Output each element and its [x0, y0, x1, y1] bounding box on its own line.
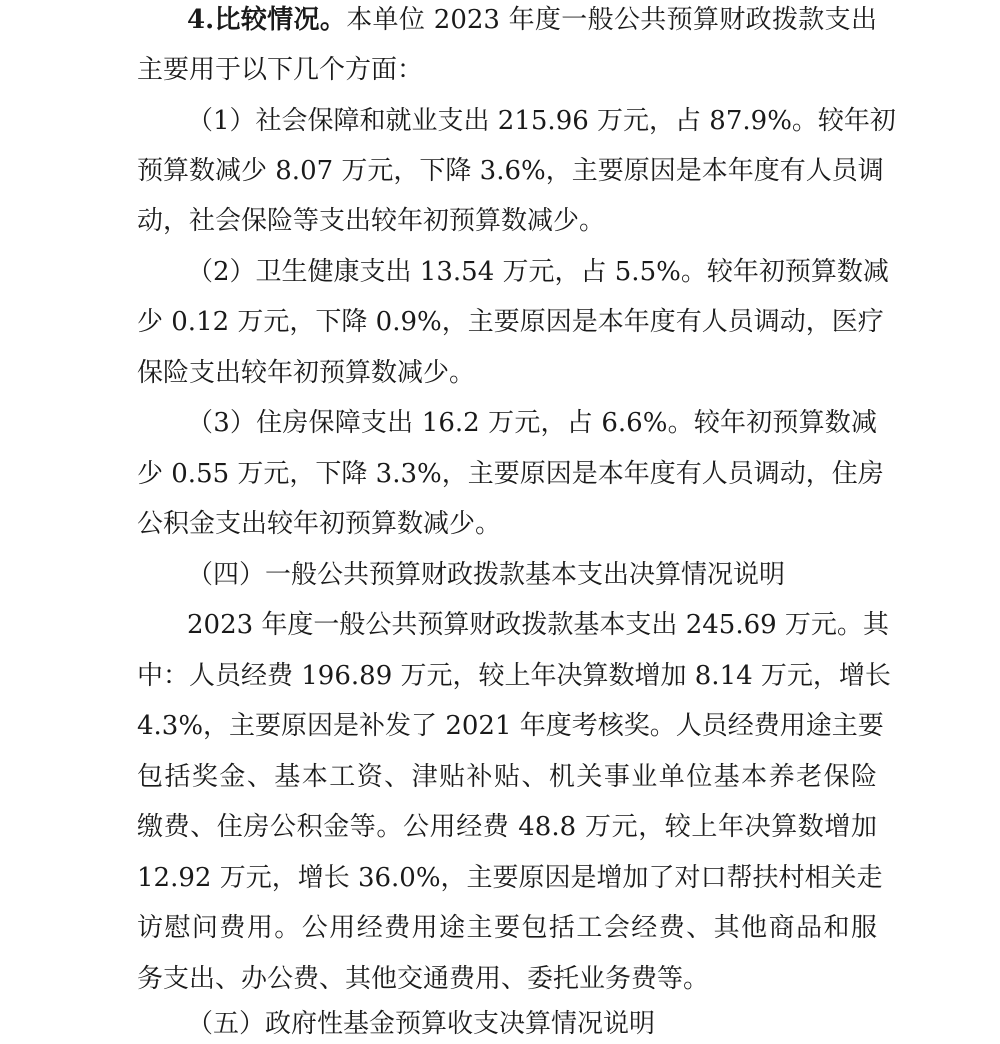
section-five-heading: （五）政府性基金预算收支决算情况说明: [187, 1009, 656, 1039]
section-four-paragraph-line-6: 12.92 万元，增长 36.0%，主要原因是增加了对口帮扶村相关走: [137, 863, 883, 893]
item1-line-3: 动，社会保险等支出较年初预算数减少。: [137, 206, 606, 236]
section-four-paragraph-line-5: 缴费、住房公积金等。公用经费 48.8 万元，较上年决算数增加: [137, 812, 877, 842]
item3-line-2: 少 0.55 万元，下降 3.3%，主要原因是本年度有人员调动，住房: [137, 459, 884, 489]
item2-line-2: 少 0.12 万元，下降 0.9%，主要原因是本年度有人员调动，医疗: [137, 307, 884, 337]
item1-line-2: 预算数减少 8.07 万元，下降 3.6%，主要原因是本年度有人员调: [137, 156, 884, 186]
section4-intro-text: 本单位 2023 年度一般公共预算财政拨款支出: [346, 5, 877, 35]
section4-line-1: [187, 0, 877, 40]
item2-line-3: 保险支出较年初预算数减少。: [137, 358, 476, 388]
item1-line-1: （1）社会保障和就业支出 215.96 万元，占 87.9%。较年初: [187, 106, 896, 136]
section-four-paragraph-line-2: 中：人员经费 196.89 万元，较上年决算数增加 8.14 万元，增长: [137, 661, 891, 691]
item3-line-1: （3）住房保障支出 16.2 万元，占 6.6%。较年初预算数减: [187, 408, 877, 438]
item3-line-3: 公积金支出较年初预算数减少。: [137, 509, 502, 539]
section-four-paragraph-line-3: 4.3%，主要原因是补发了 2021 年度考核奖。人员经费用途主要: [137, 711, 884, 741]
section-four-paragraph-line-7: 访慰问费用。公用经费用途主要包括工会经费、其他商品和服: [137, 913, 877, 943]
section-four-heading: （四）一般公共预算财政拨款基本支出决算情况说明: [187, 560, 786, 590]
item2-line-1: （2）卫生健康支出 13.54 万元，占 5.5%。较年初预算数减: [187, 257, 889, 287]
section4-title: 4.比较情况。: [187, 5, 347, 35]
section4-line-2: 主要用于以下几个方面：: [137, 55, 424, 85]
section-four-paragraph-line-8: 务支出、办公费、其他交通费用、委托业务费等。: [137, 964, 710, 994]
section-four-paragraph-line-4: 包括奖金、基本工资、津贴补贴、机关事业单位基本养老保险: [137, 762, 877, 792]
section-four-paragraph-line-1: 2023 年度一般公共预算财政拨款基本支出 245.69 万元。其: [187, 610, 889, 640]
